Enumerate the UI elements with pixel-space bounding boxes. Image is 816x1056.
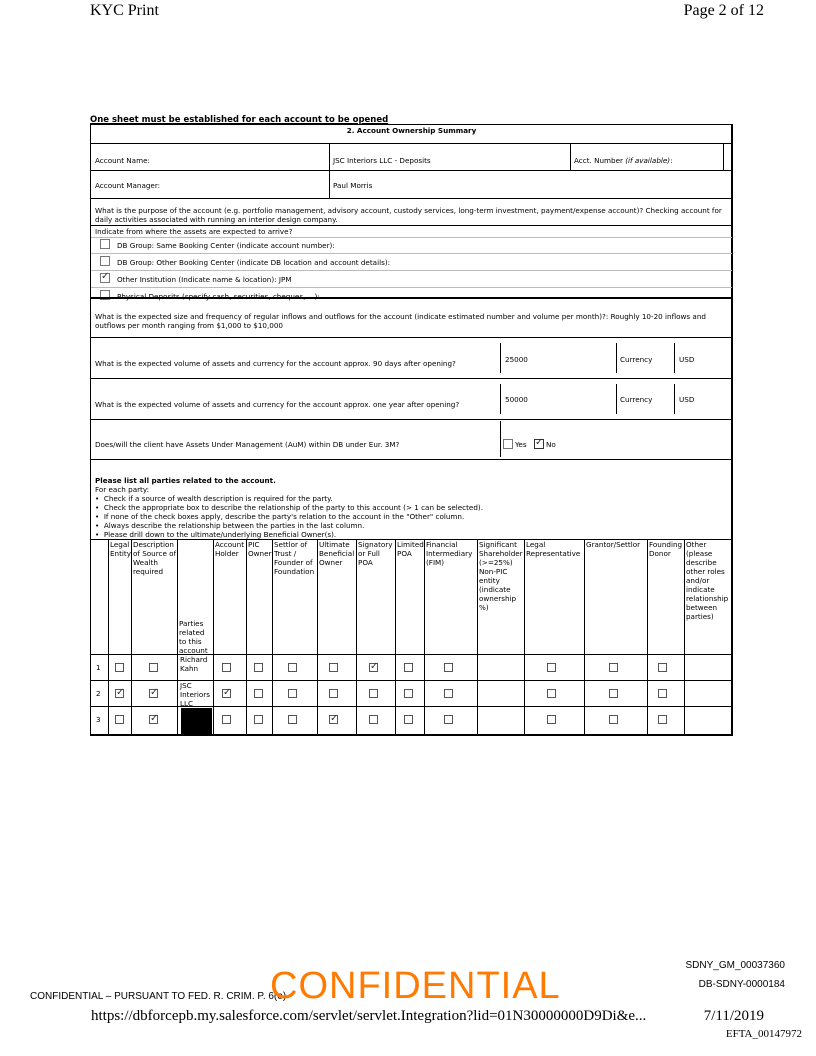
parties-table <box>91 539 732 736</box>
col-significant-shareholder: Significant Shareholder (>=25%) Non-PIC entity (indicate ownership %) <box>479 540 523 612</box>
purpose-text: What is the purpose of the account (e.g. portfolio management, advisory account, custody services, long-term investment, payment/expense account)? Checking account for daily activities associated with running an interior design company. <box>95 206 722 224</box>
aum-question: Does/will the client have Assets Under Management (AuM) within DB under Eur. 3M? <box>95 440 400 449</box>
confidential-note: CONFIDENTIAL – PURSUANT TO FED. R. CRIM. P. 6(e) <box>30 991 287 1002</box>
checkbox-holder[interactable] <box>222 663 231 672</box>
checkbox-same-booking-center[interactable] <box>100 239 110 249</box>
checkbox-aum-no[interactable] <box>534 439 544 449</box>
col-pic-owner: PIC Owner <box>248 540 272 558</box>
checkbox-holder[interactable] <box>222 715 231 724</box>
checkbox-legalrep[interactable] <box>547 715 556 724</box>
checkbox-signatory[interactable] <box>369 689 378 698</box>
other-booking-center-label: DB Group: Other Booking Center (indicate DB location and account details): <box>117 258 391 267</box>
col-fim: Financial Intermediary (FIM) <box>426 540 473 567</box>
checkbox-ubo[interactable] <box>329 715 338 724</box>
parties-bullet-3: • If none of the check boxes apply, describe the party's relation to the account in the "Other" column. <box>95 512 465 521</box>
parties-bullet-1: • Check if a source of wealth description is required for the party. <box>95 494 333 503</box>
redaction-block <box>181 708 212 734</box>
checkbox-sow[interactable] <box>149 663 158 672</box>
account-number-label: Acct. Number (if available): <box>574 156 673 165</box>
checkbox-fim[interactable] <box>444 663 453 672</box>
checkbox-fim[interactable] <box>444 689 453 698</box>
checkbox-grantor[interactable] <box>609 663 618 672</box>
parties-bullet-2: • Check the appropriate box to describe the relationship of the party to this account (> 1 can be selected). <box>95 503 483 512</box>
account-manager-value: Paul Morris <box>333 181 373 190</box>
row-number: 2 <box>96 689 101 698</box>
account-name-label-text: Account Name: <box>95 156 150 165</box>
checkbox-lpoa[interactable] <box>404 689 413 698</box>
checkbox-fim[interactable] <box>444 715 453 724</box>
document-title: KYC Print <box>90 2 159 19</box>
aum-no-label: No <box>546 440 556 449</box>
volume-year-currency: USD <box>679 395 695 404</box>
col-limited-poa: Limited POA <box>397 540 424 558</box>
parties-intro: For each party: <box>95 485 150 494</box>
checkbox-settlor[interactable] <box>288 689 297 698</box>
sheet-note: One sheet must be established for each account to be opened <box>90 115 389 125</box>
section-title: 2. Account Ownership Summary <box>346 126 477 135</box>
col-legal-representative: Legal Representative <box>526 540 581 558</box>
parties-bullet-4: • Always describe the relationship between the parties in the last column. <box>95 521 365 530</box>
checkbox-grantor[interactable] <box>609 715 618 724</box>
checkbox-donor[interactable] <box>658 689 667 698</box>
row-number: 3 <box>96 715 101 724</box>
volume-year-currency-label: Currency <box>620 395 653 404</box>
col-parties-related: Parties related to this account <box>179 619 208 655</box>
account-manager-label: Account Manager: <box>95 181 161 190</box>
same-booking-center-label: DB Group: Same Booking Center (indicate account number): <box>117 241 335 250</box>
checkbox-donor[interactable] <box>658 663 667 672</box>
checkbox-pic[interactable] <box>254 663 263 672</box>
checkbox-legalrep[interactable] <box>547 689 556 698</box>
checkbox-sow[interactable] <box>149 715 158 724</box>
checkbox-other-booking-center[interactable] <box>100 256 110 266</box>
checkbox-settlor[interactable] <box>288 663 297 672</box>
parties-heading: Please list all parties related to the account. <box>95 476 276 485</box>
checkbox-lpoa[interactable] <box>404 715 413 724</box>
checkbox-donor[interactable] <box>658 715 667 724</box>
bates-number-1: SDNY_GM_00037360 <box>685 960 785 971</box>
checkbox-signatory[interactable] <box>369 663 378 672</box>
col-grantor-settlor: Grantor/Settlor <box>586 540 641 549</box>
physical-deposits-label: Physical Deposits (specify cash, securities, cheques, ...): <box>117 292 320 301</box>
col-settlor: Settlor of Trust / Founder of Foundation <box>274 540 315 576</box>
confidential-watermark: CONFIDENTIAL <box>270 965 561 1007</box>
flows-text: What is the expected size and frequency of regular inflows and outflows for the account (indicate estimated number and volume per month)?: Roughly 10-20 inflows and outflows per month ranging from $1,000 to $10,000 <box>95 312 706 330</box>
page-number: Page 2 of 12 <box>683 2 764 19</box>
volume-year-amount: 50000 <box>505 395 528 404</box>
col-legal-entity: Legal Entity <box>110 540 131 558</box>
checkbox-holder[interactable] <box>222 689 231 698</box>
checkbox-sow[interactable] <box>149 689 158 698</box>
assets-origin-question: Indicate from where the assets are expected to arrive? <box>95 227 293 236</box>
checkbox-aum-yes[interactable] <box>503 439 513 449</box>
checkbox-other-institution[interactable] <box>100 273 110 283</box>
row-number: 1 <box>96 663 101 672</box>
checkbox-ubo[interactable] <box>329 663 338 672</box>
checkbox-legal[interactable] <box>115 715 124 724</box>
account-name-value: JSC Interiors LLC - Deposits <box>333 156 431 165</box>
col-ubo: Ultimate Beneficial Owner <box>319 540 355 567</box>
checkbox-lpoa[interactable] <box>404 663 413 672</box>
checkbox-legal[interactable] <box>115 663 124 672</box>
print-date: 7/11/2019 <box>703 1008 764 1024</box>
checkbox-grantor[interactable] <box>609 689 618 698</box>
checkbox-signatory[interactable] <box>369 715 378 724</box>
aum-yes-label: Yes <box>515 440 527 449</box>
account-ownership-form <box>90 124 733 736</box>
checkbox-pic[interactable] <box>254 715 263 724</box>
col-other: Other (please describe other roles and/or indicate relationship between parties) <box>686 540 729 621</box>
checkbox-legalrep[interactable] <box>547 663 556 672</box>
volume-90-currency-label: Currency <box>620 355 653 364</box>
parties-bullet-5: • Please drill down to the ultimate/underlying Beneficial Owner(s). <box>95 530 337 539</box>
col-source-of-wealth: Description of Source of Wealth required <box>133 540 177 576</box>
other-institution-label: Other Institution (Indicate name & location): JPM <box>117 275 292 284</box>
col-account-holder: Account Holder <box>215 540 245 558</box>
party-name: JSC Interiors LLC <box>180 681 210 708</box>
checkbox-ubo[interactable] <box>329 689 338 698</box>
volume-90-amount: 25000 <box>505 355 528 364</box>
party-name: Richard Kahn <box>180 655 208 673</box>
efta-number: EFTA_00147972 <box>725 1028 802 1040</box>
col-founding-donor: Founding Donor <box>649 540 683 558</box>
bates-number-2: DB-SDNY-0000184 <box>698 979 785 990</box>
col-signatory: Signatory or Full POA <box>358 540 393 567</box>
source-url: https://dbforcepb.my.salesforce.com/servlet/servlet.Integration?lid=01N30000000D9Di&e... <box>91 1008 647 1024</box>
volume-90-currency: USD <box>679 355 695 364</box>
checkbox-pic[interactable] <box>254 689 263 698</box>
checkbox-settlor[interactable] <box>288 715 297 724</box>
volume-90-question: What is the expected volume of assets and currency for the account approx. 90 days after opening? <box>95 359 456 368</box>
checkbox-legal[interactable] <box>115 689 124 698</box>
volume-year-question: What is the expected volume of assets and currency for the account approx. one year after opening? <box>95 400 460 409</box>
